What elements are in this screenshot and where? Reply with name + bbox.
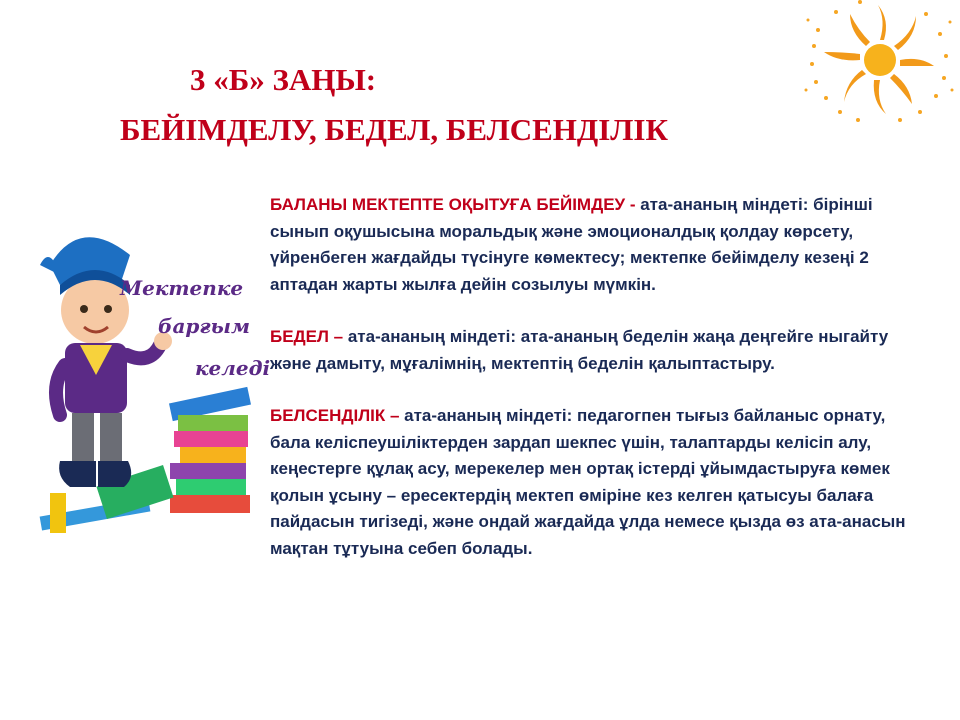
child-with-books-illustration [20, 225, 271, 535]
paragraph-authority [270, 324, 920, 377]
illustration-caption-line2: барғым [158, 314, 251, 338]
illustration-caption-line1: Мектепке [120, 276, 244, 300]
paragraph-activity [270, 403, 920, 562]
sun-decoration-icon [800, 0, 960, 130]
paragraph-adaptation-text: ата-ананың міндеті: бірінші сынып оқушысына моральдық және эмоционалдық қолдау көрсету, үйренбеген жағдайды түсінуге көмектесу; мектепке бейімделу кезеңі 2 аптадан жарты жылға дейін созылуы мүмкін. [270, 195, 873, 294]
illustration-caption-line3: келеді [195, 356, 271, 380]
paragraph-activity-text: ата-ананың міндеті: педагогпен тығыз байланыс орнату, бала келіспеушіліктерден зардап шекпес үшін, талаптарды келісіп алу, кеңестерге құлақ асу, мерекелер мен ортақ істерді ұйымдастыруға көмек қолын ұсыну – ересектердің мектеп өміріне кез келген қатысуы балаға пайдасын тигізеді, және ондай жағдайда ұлда немесе қызда өз ата-анасын мақтан тұтуына себеп болады. [270, 406, 906, 558]
paragraph-activity-heading: БЕЛСЕНДІЛІК – [270, 406, 400, 425]
slide-title-line2: БЕЙІМДЕЛУ, БЕДЕЛ, БЕЛСЕНДІЛІК [120, 112, 668, 147]
child-figure-icon [40, 237, 172, 487]
paragraph-authority-text: ата-ананың міндеті: ата-ананың беделін жаңа деңгейге ныгайту және дамыту, мұғалімнің, мектептің беделін қалыптастыру. [270, 327, 889, 373]
slide-body [270, 192, 920, 588]
slide-title-line1: 3 «Б» ЗАҢЫ: [190, 62, 377, 97]
paragraph-adaptation-heading: БАЛАНЫ МЕКТЕПТЕ ОҚЫТУҒА БЕЙІМДЕУ - [270, 195, 636, 214]
paragraph-authority-heading: БЕДЕЛ – [270, 327, 344, 346]
paragraph-adaptation [270, 192, 920, 298]
